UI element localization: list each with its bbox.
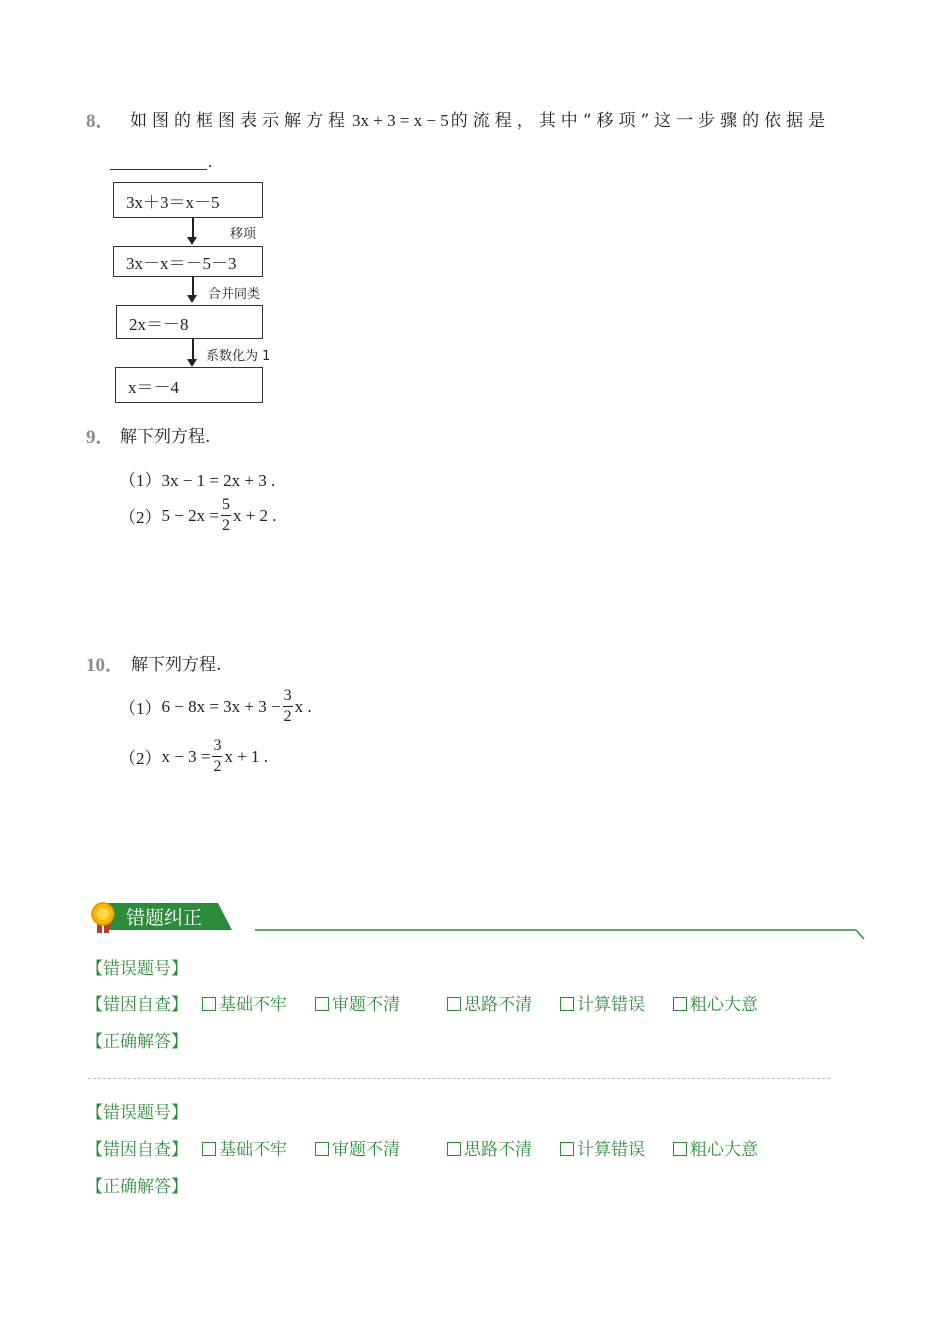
option-label: 审题不清 bbox=[332, 995, 400, 1015]
wrong-number-label-1: 【错误题号】 bbox=[86, 959, 188, 979]
flow-box-4: x＝－4 bbox=[115, 367, 263, 403]
flow-step-1: 移项 bbox=[230, 227, 257, 242]
option-misread-2[interactable] bbox=[315, 1135, 400, 1160]
question-8-equation: 3x + 3 = x − 5 bbox=[352, 111, 449, 130]
medal-icon bbox=[90, 901, 116, 935]
q9-p1-expr: 3x − 1 = 2x + 3 . bbox=[161, 471, 276, 490]
flow-step-3: 系数化为 1 bbox=[206, 349, 271, 364]
flow-box-3: 2x＝－8 bbox=[116, 305, 263, 339]
option-calculation-1[interactable] bbox=[560, 990, 645, 1015]
blank-period: . bbox=[208, 152, 213, 171]
option-label: 基础不牢 bbox=[219, 1140, 287, 1160]
option-label: 审题不清 bbox=[332, 1140, 400, 1160]
q10-p2-denominator: 2 bbox=[213, 758, 222, 775]
option-label: 基础不牢 bbox=[219, 995, 287, 1015]
correct-answer-label-1: 【正确解答】 bbox=[86, 1032, 188, 1052]
banner-graphic bbox=[88, 899, 868, 944]
checkbox-icon[interactable] bbox=[447, 1142, 461, 1156]
option-label: 思路不清 bbox=[464, 995, 532, 1015]
q9-p2-lhs: 5 − 2x = bbox=[161, 505, 219, 525]
question-10-title: 解下列方程. bbox=[131, 655, 222, 675]
review-banner bbox=[88, 899, 868, 944]
wrong-number-label-2: 【错误题号】 bbox=[86, 1103, 188, 1123]
option-label: 计算错误 bbox=[577, 995, 645, 1015]
option-calculation-2[interactable] bbox=[560, 1135, 645, 1160]
q10-p2-lhs: x − 3 = bbox=[161, 746, 211, 766]
q9-p2-denominator: 2 bbox=[221, 517, 230, 534]
question-10-number: 10． bbox=[86, 655, 125, 676]
option-label: 计算错误 bbox=[577, 1140, 645, 1160]
option-careless-1[interactable] bbox=[673, 990, 758, 1015]
error-cause-label-2: 【错因自查】 bbox=[86, 1140, 188, 1160]
checkbox-icon[interactable] bbox=[560, 997, 574, 1011]
q9-p2-numerator: 5 bbox=[221, 497, 231, 516]
answer-blank[interactable] bbox=[110, 168, 207, 170]
option-label: 思路不清 bbox=[464, 1140, 532, 1160]
option-misread-1[interactable] bbox=[315, 990, 400, 1015]
banner-title: 错题纠正 bbox=[126, 907, 203, 929]
q10-p1-fraction bbox=[283, 688, 293, 725]
flow-box-1: 3x＋3＝x－5 bbox=[113, 182, 263, 218]
question-10-part-2 bbox=[119, 738, 268, 775]
option-approach-2[interactable] bbox=[447, 1135, 532, 1160]
checkbox-icon[interactable] bbox=[673, 997, 687, 1011]
question-9-part-1 bbox=[119, 466, 275, 491]
q10-p2-rhs: x + 1 . bbox=[224, 746, 269, 766]
q9-p1-label: （1） bbox=[119, 471, 162, 490]
error-cause-label-1: 【错因自查】 bbox=[86, 995, 188, 1015]
q9-p2-label: （2） bbox=[119, 508, 162, 527]
q9-p2-rhs: x + 2 . bbox=[232, 505, 277, 525]
correct-answer-label-2: 【正确解答】 bbox=[86, 1177, 188, 1197]
question-8-stem-tail: 的流程，其中“移项”这一步骤的依据是 bbox=[450, 111, 831, 131]
question-10-part-1 bbox=[119, 688, 312, 725]
q10-p1-lhs: 6 − 8x = 3x + 3 − bbox=[161, 696, 281, 716]
checkbox-icon[interactable] bbox=[447, 997, 461, 1011]
checkbox-icon[interactable] bbox=[560, 1142, 574, 1156]
q10-p2-numerator: 3 bbox=[212, 738, 222, 757]
q10-p1-label: （1） bbox=[119, 699, 162, 718]
checkbox-icon[interactable] bbox=[202, 997, 216, 1011]
question-9-title: 解下列方程. bbox=[120, 427, 211, 447]
q10-p1-rhs: x . bbox=[294, 696, 312, 716]
flow-step-2: 合并同类 bbox=[208, 287, 261, 302]
question-8-stem bbox=[130, 106, 830, 131]
question-8-number: 8． bbox=[86, 111, 115, 132]
q10-p2-label: （2） bbox=[119, 749, 162, 768]
option-foundation-1[interactable] bbox=[202, 990, 287, 1015]
option-label: 粗心大意 bbox=[690, 1140, 758, 1160]
checkbox-icon[interactable] bbox=[315, 997, 329, 1011]
checkbox-icon[interactable] bbox=[315, 1142, 329, 1156]
option-label: 粗心大意 bbox=[690, 995, 758, 1015]
q9-p2-fraction bbox=[221, 497, 231, 534]
q10-p1-denominator: 2 bbox=[283, 708, 292, 725]
dashed-divider bbox=[88, 1078, 830, 1079]
question-9-number: 9． bbox=[86, 427, 115, 448]
checkbox-icon[interactable] bbox=[673, 1142, 687, 1156]
option-approach-1[interactable] bbox=[447, 990, 532, 1015]
q10-p2-fraction bbox=[212, 738, 222, 775]
flow-box-2: 3x－x＝－5－3 bbox=[113, 246, 263, 277]
q10-p1-numerator: 3 bbox=[283, 688, 293, 707]
question-9-part-2 bbox=[119, 497, 277, 534]
question-8-stem-text: 如图的框图表示解方程 bbox=[130, 111, 350, 131]
checkbox-icon[interactable] bbox=[202, 1142, 216, 1156]
option-foundation-2[interactable] bbox=[202, 1135, 287, 1160]
option-careless-2[interactable] bbox=[673, 1135, 758, 1160]
